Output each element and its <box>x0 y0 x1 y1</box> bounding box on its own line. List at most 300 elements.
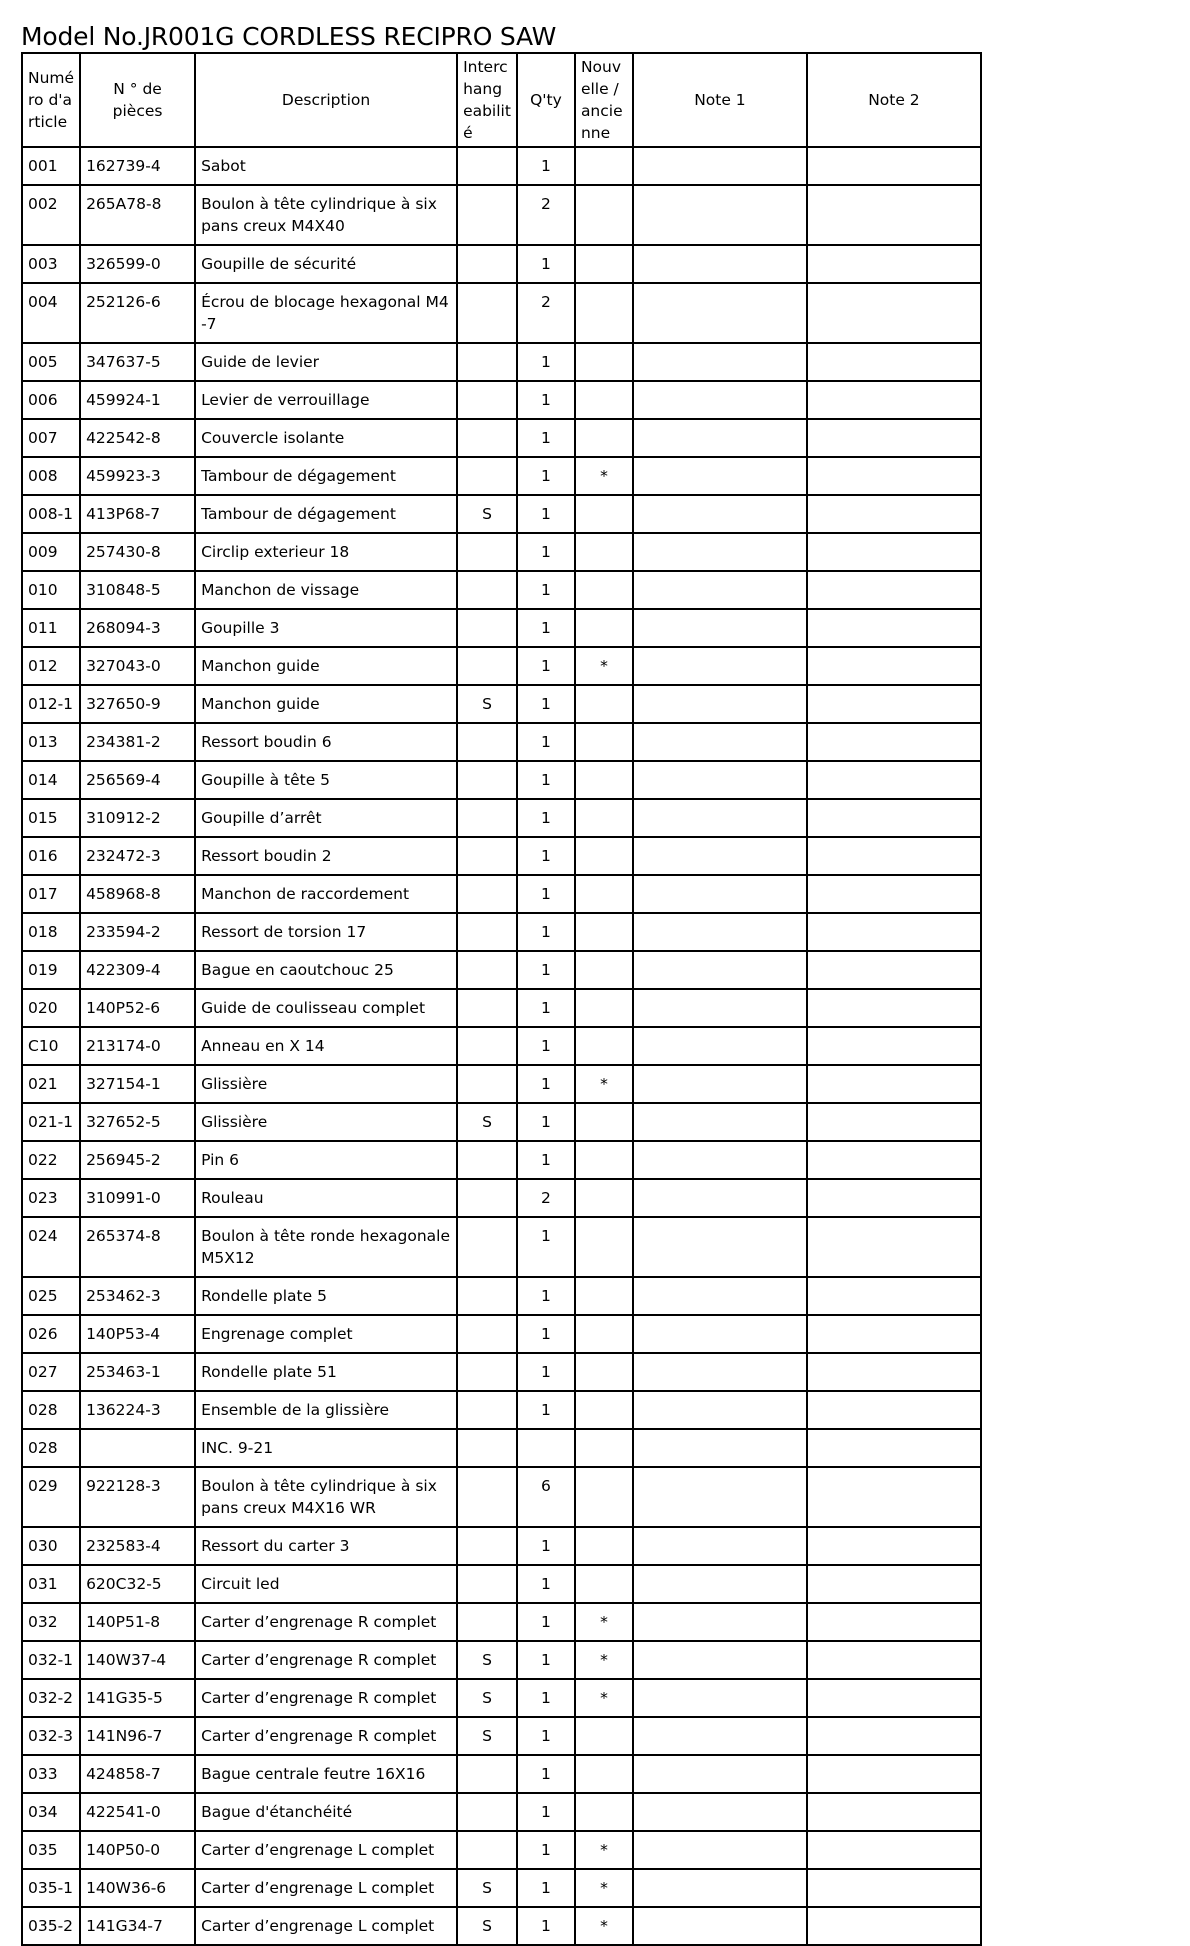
cell-part-no: 327154-1 <box>80 1065 195 1103</box>
cell-qty: 1 <box>517 1831 575 1869</box>
cell-item-no: 021-1 <box>22 1103 80 1141</box>
table-row <box>22 419 981 457</box>
cell-interchangeability <box>457 1315 517 1353</box>
cell-qty: 1 <box>517 761 575 799</box>
cell-note-2 <box>807 1179 981 1217</box>
cell-note-1 <box>633 495 807 533</box>
cell-note-2 <box>807 283 981 343</box>
cell-qty: 1 <box>517 989 575 1027</box>
cell-part-no: 162739-4 <box>80 147 195 185</box>
cell-description: Boulon à tête ronde hexagonale M5X12 <box>195 1217 457 1277</box>
cell-note-1 <box>633 1027 807 1065</box>
cell-qty: 1 <box>517 1907 575 1945</box>
cell-note-2 <box>807 147 981 185</box>
cell-note-2 <box>807 343 981 381</box>
cell-new-old: * <box>575 457 633 495</box>
cell-note-2 <box>807 723 981 761</box>
cell-description: Guide de levier <box>195 343 457 381</box>
cell-note-1 <box>633 1217 807 1277</box>
cell-note-2 <box>807 761 981 799</box>
cell-part-no: 310848-5 <box>80 571 195 609</box>
cell-part-no: 268094-3 <box>80 609 195 647</box>
cell-note-2 <box>807 951 981 989</box>
cell-note-1 <box>633 1641 807 1679</box>
cell-interchangeability: S <box>457 1869 517 1907</box>
cell-new-old <box>575 989 633 1027</box>
cell-note-2 <box>807 1429 981 1467</box>
table-row <box>22 951 981 989</box>
cell-note-1 <box>633 343 807 381</box>
table-row <box>22 1217 981 1277</box>
cell-new-old: * <box>575 1603 633 1641</box>
cell-description: Ressort du carter 3 <box>195 1527 457 1565</box>
table-row <box>22 1103 981 1141</box>
cell-part-no: 327650-9 <box>80 685 195 723</box>
cell-item-no: 032-1 <box>22 1641 80 1679</box>
cell-interchangeability <box>457 913 517 951</box>
cell-qty: 1 <box>517 457 575 495</box>
cell-item-no: C10 <box>22 1027 80 1065</box>
cell-part-no: 141G35-5 <box>80 1679 195 1717</box>
cell-item-no: 023 <box>22 1179 80 1217</box>
cell-item-no: 010 <box>22 571 80 609</box>
cell-new-old <box>575 723 633 761</box>
cell-note-1 <box>633 1565 807 1603</box>
cell-new-old <box>575 1315 633 1353</box>
cell-item-no: 016 <box>22 837 80 875</box>
cell-item-no: 028 <box>22 1429 80 1467</box>
cell-interchangeability <box>457 1065 517 1103</box>
table-row <box>22 1717 981 1755</box>
cell-note-1 <box>633 951 807 989</box>
table-row <box>22 1527 981 1565</box>
cell-part-no: 347637-5 <box>80 343 195 381</box>
cell-item-no: 008-1 <box>22 495 80 533</box>
cell-note-2 <box>807 1103 981 1141</box>
cell-part-no: 213174-0 <box>80 1027 195 1065</box>
cell-part-no: 233594-2 <box>80 913 195 951</box>
header-interchangeability: Interc hang eabilit é <box>457 53 517 147</box>
cell-note-2 <box>807 495 981 533</box>
cell-note-1 <box>633 1603 807 1641</box>
table-row <box>22 1315 981 1353</box>
table-row <box>22 685 981 723</box>
cell-note-1 <box>633 185 807 245</box>
cell-item-no: 033 <box>22 1755 80 1793</box>
cell-part-no: 141G34-7 <box>80 1907 195 1945</box>
cell-description: Manchon de vissage <box>195 571 457 609</box>
cell-qty: 1 <box>517 1679 575 1717</box>
cell-item-no: 015 <box>22 799 80 837</box>
cell-interchangeability <box>457 381 517 419</box>
cell-part-no: 422541-0 <box>80 1793 195 1831</box>
cell-qty: 1 <box>517 723 575 761</box>
cell-note-1 <box>633 283 807 343</box>
cell-new-old <box>575 381 633 419</box>
cell-qty: 1 <box>517 1755 575 1793</box>
cell-new-old <box>575 245 633 283</box>
table-row <box>22 989 981 1027</box>
cell-part-no: 234381-2 <box>80 723 195 761</box>
cell-item-no: 031 <box>22 1565 80 1603</box>
cell-description: Carter d’engrenage R complet <box>195 1679 457 1717</box>
cell-note-1 <box>633 1315 807 1353</box>
cell-note-2 <box>807 1793 981 1831</box>
cell-note-1 <box>633 457 807 495</box>
cell-new-old: * <box>575 1679 633 1717</box>
cell-note-2 <box>807 989 981 1027</box>
cell-note-2 <box>807 571 981 609</box>
cell-note-1 <box>633 723 807 761</box>
cell-part-no: 136224-3 <box>80 1391 195 1429</box>
cell-interchangeability <box>457 1353 517 1391</box>
cell-interchangeability <box>457 1027 517 1065</box>
cell-description: Écrou de blocage hexagonal M4-7 <box>195 283 457 343</box>
table-row <box>22 571 981 609</box>
cell-part-no <box>80 1429 195 1467</box>
table-row <box>22 761 981 799</box>
cell-qty: 1 <box>517 1717 575 1755</box>
cell-new-old <box>575 799 633 837</box>
cell-part-no: 140P53-4 <box>80 1315 195 1353</box>
header-note-2: Note 2 <box>807 53 981 147</box>
table-row <box>22 723 981 761</box>
cell-interchangeability <box>457 1565 517 1603</box>
table-row <box>22 1027 981 1065</box>
cell-item-no: 001 <box>22 147 80 185</box>
cell-new-old: * <box>575 1641 633 1679</box>
cell-note-2 <box>807 1353 981 1391</box>
header-description: Description <box>195 53 457 147</box>
cell-description: Glissière <box>195 1065 457 1103</box>
cell-new-old <box>575 761 633 799</box>
cell-new-old <box>575 283 633 343</box>
cell-item-no: 014 <box>22 761 80 799</box>
cell-note-2 <box>807 185 981 245</box>
cell-new-old <box>575 1391 633 1429</box>
cell-item-no: 029 <box>22 1467 80 1527</box>
cell-interchangeability <box>457 723 517 761</box>
cell-qty: 1 <box>517 1277 575 1315</box>
cell-qty: 1 <box>517 875 575 913</box>
cell-item-no: 035-2 <box>22 1907 80 1945</box>
cell-new-old <box>575 1429 633 1467</box>
cell-description: Guide de coulisseau complet <box>195 989 457 1027</box>
cell-interchangeability <box>457 533 517 571</box>
cell-qty: 1 <box>517 343 575 381</box>
cell-qty: 1 <box>517 495 575 533</box>
cell-part-no: 252126-6 <box>80 283 195 343</box>
cell-new-old <box>575 1717 633 1755</box>
cell-item-no: 008 <box>22 457 80 495</box>
cell-item-no: 017 <box>22 875 80 913</box>
cell-qty: 1 <box>517 1027 575 1065</box>
cell-interchangeability <box>457 1467 517 1527</box>
cell-note-1 <box>633 571 807 609</box>
header-part-no: N ° de pièces <box>80 53 195 147</box>
cell-note-2 <box>807 1065 981 1103</box>
cell-part-no: 140P52-6 <box>80 989 195 1027</box>
cell-new-old <box>575 419 633 457</box>
cell-note-2 <box>807 875 981 913</box>
cell-interchangeability <box>457 1217 517 1277</box>
cell-note-1 <box>633 685 807 723</box>
cell-note-2 <box>807 837 981 875</box>
cell-description: Rondelle plate 51 <box>195 1353 457 1391</box>
cell-note-1 <box>633 245 807 283</box>
cell-new-old <box>575 343 633 381</box>
cell-note-1 <box>633 147 807 185</box>
cell-new-old <box>575 147 633 185</box>
cell-note-2 <box>807 913 981 951</box>
header-new-old: Nouv elle / ancie nne <box>575 53 633 147</box>
cell-new-old <box>575 1179 633 1217</box>
cell-note-2 <box>807 533 981 571</box>
cell-item-no: 035-1 <box>22 1869 80 1907</box>
cell-description: Goupille à tête 5 <box>195 761 457 799</box>
cell-interchangeability <box>457 1755 517 1793</box>
cell-qty: 1 <box>517 1391 575 1429</box>
cell-qty: 1 <box>517 1869 575 1907</box>
cell-new-old <box>575 1217 633 1277</box>
cell-note-1 <box>633 1755 807 1793</box>
table-row <box>22 799 981 837</box>
table-row <box>22 1755 981 1793</box>
cell-note-2 <box>807 1755 981 1793</box>
cell-note-2 <box>807 647 981 685</box>
cell-qty: 1 <box>517 1315 575 1353</box>
cell-interchangeability <box>457 1141 517 1179</box>
cell-note-2 <box>807 609 981 647</box>
cell-part-no: 422542-8 <box>80 419 195 457</box>
cell-description: INC. 9-21 <box>195 1429 457 1467</box>
cell-note-1 <box>633 799 807 837</box>
cell-new-old <box>575 1755 633 1793</box>
table-row <box>22 245 981 283</box>
cell-qty: 1 <box>517 951 575 989</box>
cell-interchangeability <box>457 799 517 837</box>
cell-item-no: 027 <box>22 1353 80 1391</box>
cell-part-no: 458968-8 <box>80 875 195 913</box>
cell-description: Manchon de raccordement <box>195 875 457 913</box>
cell-item-no: 022 <box>22 1141 80 1179</box>
cell-note-1 <box>633 419 807 457</box>
cell-item-no: 032-2 <box>22 1679 80 1717</box>
cell-new-old <box>575 1141 633 1179</box>
header-qty: Q'ty <box>517 53 575 147</box>
cell-note-1 <box>633 1391 807 1429</box>
cell-item-no: 032-3 <box>22 1717 80 1755</box>
cell-new-old <box>575 571 633 609</box>
cell-qty: 1 <box>517 609 575 647</box>
table-row <box>22 609 981 647</box>
cell-description: Anneau en X 14 <box>195 1027 457 1065</box>
cell-interchangeability: S <box>457 1717 517 1755</box>
cell-note-2 <box>807 799 981 837</box>
cell-part-no: 424858-7 <box>80 1755 195 1793</box>
cell-interchangeability <box>457 1429 517 1467</box>
parts-table-body <box>22 147 981 1945</box>
cell-part-no: 422309-4 <box>80 951 195 989</box>
cell-new-old: * <box>575 1907 633 1945</box>
cell-item-no: 025 <box>22 1277 80 1315</box>
cell-item-no: 003 <box>22 245 80 283</box>
cell-note-1 <box>633 913 807 951</box>
cell-note-1 <box>633 1467 807 1527</box>
cell-note-2 <box>807 1527 981 1565</box>
cell-interchangeability <box>457 147 517 185</box>
cell-new-old: * <box>575 647 633 685</box>
table-row <box>22 1391 981 1429</box>
table-row <box>22 495 981 533</box>
table-row <box>22 1793 981 1831</box>
cell-qty: 1 <box>517 1141 575 1179</box>
table-row <box>22 875 981 913</box>
cell-new-old <box>575 533 633 571</box>
cell-note-2 <box>807 419 981 457</box>
cell-interchangeability: S <box>457 1103 517 1141</box>
cell-item-no: 032 <box>22 1603 80 1641</box>
cell-qty: 1 <box>517 1527 575 1565</box>
table-row <box>22 343 981 381</box>
cell-qty: 1 <box>517 799 575 837</box>
cell-interchangeability <box>457 647 517 685</box>
cell-part-no: 141N96-7 <box>80 1717 195 1755</box>
cell-description: Couvercle isolante <box>195 419 457 457</box>
cell-description: Bague en caoutchouc 25 <box>195 951 457 989</box>
cell-note-1 <box>633 1429 807 1467</box>
cell-interchangeability <box>457 343 517 381</box>
cell-description: Ressort boudin 6 <box>195 723 457 761</box>
cell-part-no: 413P68-7 <box>80 495 195 533</box>
cell-qty: 2 <box>517 1179 575 1217</box>
cell-interchangeability <box>457 989 517 1027</box>
cell-interchangeability <box>457 761 517 799</box>
cell-note-1 <box>633 1353 807 1391</box>
cell-description: Tambour de dégagement <box>195 457 457 495</box>
cell-note-1 <box>633 1065 807 1103</box>
cell-interchangeability <box>457 419 517 457</box>
cell-interchangeability <box>457 1391 517 1429</box>
table-row <box>22 647 981 685</box>
table-row <box>22 1065 981 1103</box>
cell-note-1 <box>633 1793 807 1831</box>
cell-note-2 <box>807 1141 981 1179</box>
cell-description: Goupille de sécurité <box>195 245 457 283</box>
cell-note-2 <box>807 1641 981 1679</box>
cell-item-no: 035 <box>22 1831 80 1869</box>
cell-note-2 <box>807 1907 981 1945</box>
cell-part-no: 140P51-8 <box>80 1603 195 1641</box>
table-row <box>22 1907 981 1945</box>
table-row <box>22 1277 981 1315</box>
cell-note-1 <box>633 1179 807 1217</box>
cell-description: Boulon à tête cylindrique à six pans creux M4X40 <box>195 185 457 245</box>
cell-qty: 1 <box>517 381 575 419</box>
cell-interchangeability <box>457 875 517 913</box>
cell-description: Carter d’engrenage R complet <box>195 1641 457 1679</box>
cell-item-no: 019 <box>22 951 80 989</box>
cell-description: Circlip exterieur 18 <box>195 533 457 571</box>
table-row <box>22 1679 981 1717</box>
cell-new-old <box>575 1277 633 1315</box>
cell-interchangeability: S <box>457 1907 517 1945</box>
cell-qty: 1 <box>517 1353 575 1391</box>
cell-new-old: * <box>575 1065 633 1103</box>
header-row <box>22 53 981 147</box>
cell-new-old <box>575 185 633 245</box>
cell-interchangeability: S <box>457 685 517 723</box>
cell-part-no: 257430-8 <box>80 533 195 571</box>
cell-new-old <box>575 913 633 951</box>
cell-note-1 <box>633 1907 807 1945</box>
table-row <box>22 1831 981 1869</box>
cell-note-2 <box>807 381 981 419</box>
cell-description: Rouleau <box>195 1179 457 1217</box>
cell-new-old <box>575 495 633 533</box>
cell-part-no: 922128-3 <box>80 1467 195 1527</box>
cell-note-2 <box>807 1603 981 1641</box>
cell-item-no: 004 <box>22 283 80 343</box>
cell-note-2 <box>807 1831 981 1869</box>
cell-interchangeability <box>457 1527 517 1565</box>
cell-item-no: 034 <box>22 1793 80 1831</box>
cell-item-no: 020 <box>22 989 80 1027</box>
cell-qty: 1 <box>517 147 575 185</box>
cell-note-1 <box>633 609 807 647</box>
cell-description: Manchon guide <box>195 647 457 685</box>
cell-note-1 <box>633 1717 807 1755</box>
cell-description: Carter d’engrenage L complet <box>195 1907 457 1945</box>
cell-item-no: 013 <box>22 723 80 761</box>
cell-description: Rondelle plate 5 <box>195 1277 457 1315</box>
cell-interchangeability: S <box>457 495 517 533</box>
cell-qty: 1 <box>517 1065 575 1103</box>
cell-qty <box>517 1429 575 1467</box>
cell-description: Carter d’engrenage L complet <box>195 1869 457 1907</box>
cell-item-no: 024 <box>22 1217 80 1277</box>
cell-part-no: 327652-5 <box>80 1103 195 1141</box>
cell-note-2 <box>807 1679 981 1717</box>
cell-item-no: 028 <box>22 1391 80 1429</box>
table-row <box>22 1869 981 1907</box>
document-title: Model No.JR001G CORDLESS RECIPRO SAW <box>21 22 557 51</box>
cell-description: Pin 6 <box>195 1141 457 1179</box>
table-row <box>22 1141 981 1179</box>
cell-description: Manchon guide <box>195 685 457 723</box>
cell-interchangeability <box>457 1603 517 1641</box>
cell-new-old <box>575 1467 633 1527</box>
cell-new-old <box>575 875 633 913</box>
cell-qty: 1 <box>517 913 575 951</box>
cell-description: Ensemble de la glissière <box>195 1391 457 1429</box>
cell-note-2 <box>807 1217 981 1277</box>
cell-description: Carter d’engrenage R complet <box>195 1603 457 1641</box>
cell-qty: 1 <box>517 837 575 875</box>
cell-interchangeability <box>457 1831 517 1869</box>
cell-interchangeability <box>457 609 517 647</box>
cell-note-1 <box>633 1527 807 1565</box>
cell-note-1 <box>633 875 807 913</box>
header-note-1: Note 1 <box>633 53 807 147</box>
cell-new-old: * <box>575 1831 633 1869</box>
cell-description: Bague centrale feutre 16X16 <box>195 1755 457 1793</box>
cell-new-old <box>575 951 633 989</box>
cell-description: Bague d'étanchéité <box>195 1793 457 1831</box>
cell-note-2 <box>807 1565 981 1603</box>
header-item-no: Numé ro d'a rticle <box>22 53 80 147</box>
cell-note-2 <box>807 1027 981 1065</box>
